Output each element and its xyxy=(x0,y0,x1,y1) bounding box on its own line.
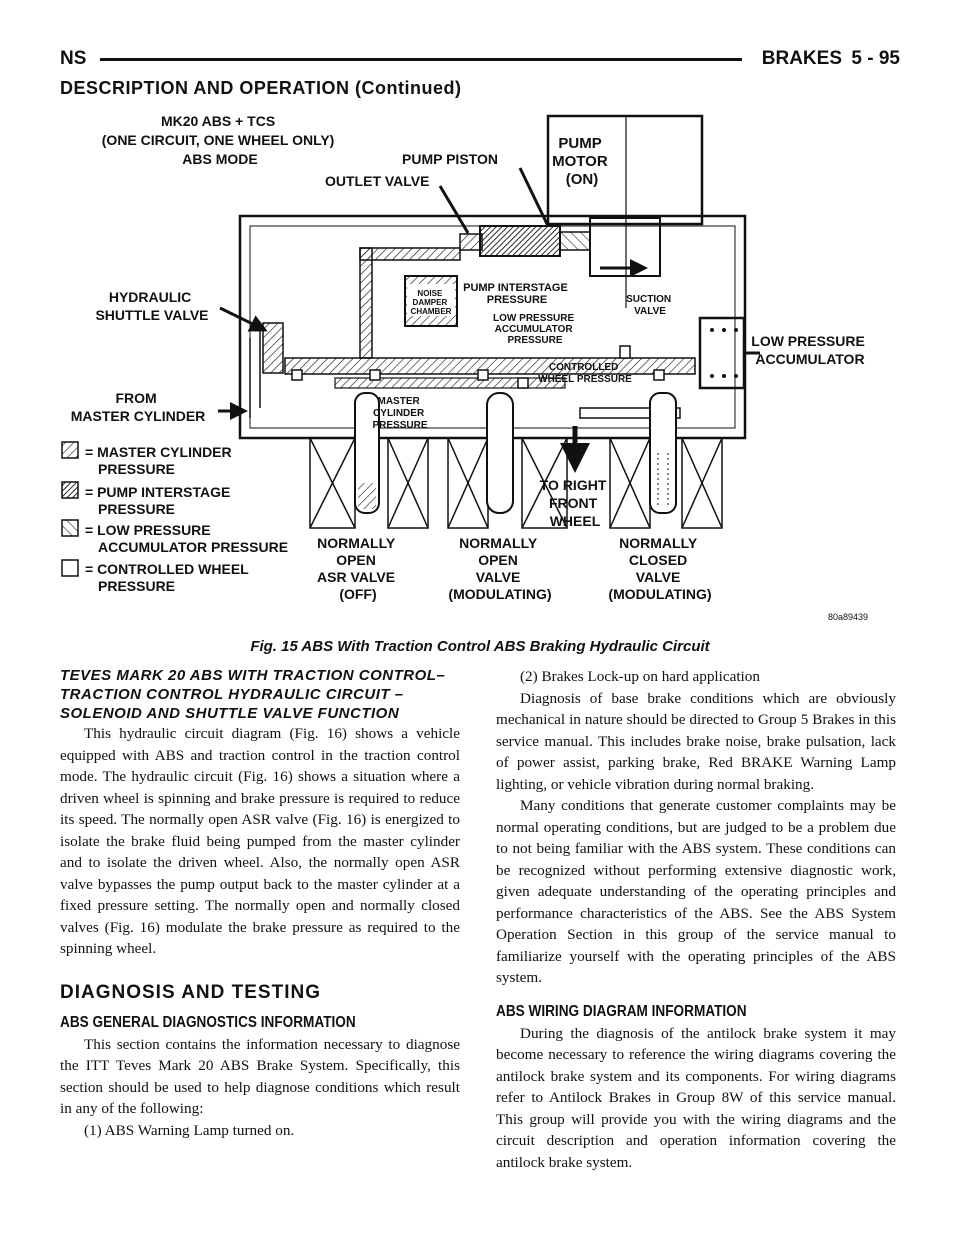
label-to-right-front: FRONT xyxy=(548,495,598,511)
svg-text:FROM MASTER CYLINDER xyxy=(71,390,206,424)
paragraph: During the diagnosis of the antilock brake system it may become necessary to reference the wiring diagrams covering the antilock brake system and its components. For wiring diagrams refer to Antilock Brakes in Group 8W of this service manual. This group will provide you with the wiring diagrams and the circuit description and operation information covering the antilock brake system. xyxy=(496,1024,896,1171)
figure-title-line: (ONE CIRCUIT, ONE WHEEL ONLY) xyxy=(101,132,335,148)
page-header xyxy=(60,48,900,70)
svg-text:NORMALLY CLOSED VALVE xyxy=(608,535,711,602)
label-to-right-front: TO RIGHT xyxy=(539,477,607,493)
label-valve-normally-closed: NORMALLY xyxy=(619,535,697,551)
label-master-cyl-pressure: CYLINDER xyxy=(373,408,425,419)
svg-text:SUCTION VALVE xyxy=(626,294,674,317)
paragraph: This section contains the information necessary to diagnose the ITT Teves Mark 20 ABS Brake System. Specifically, this section should be used to help diagnose conditions which result in any of the following: xyxy=(60,1035,460,1117)
hydraulic-circuit-figure xyxy=(60,108,900,636)
label-hydraulic-shuttle: HYDRAULIC xyxy=(108,289,192,305)
label-valve-normally-closed: (MODULATING) xyxy=(608,586,712,602)
label-controlled-wheel: CONTROLLED xyxy=(548,362,619,373)
figure-title-line: MK20 ABS + TCS xyxy=(160,113,276,129)
circuit-diagram xyxy=(60,108,900,636)
legend-label: PRESSURE xyxy=(98,501,176,517)
svg-text:LOW PRESSURE ACCUMULATOR xyxy=(493,313,577,346)
label-valve-asr: (OFF) xyxy=(339,586,377,602)
legend-label: PRESSURE xyxy=(98,578,176,594)
paragraph: Many conditions that generate customer complaints may be normal operating conditions, but are judged to be a problem due to not being familiar with the ABS system. These conditions can be recognized without performing extensive diagnostic work, given adequate understanding of the operating principles and performance characteristics of the ABS. See the ABS System Operation Section in this group of the service manual to familiarize yourself with the operating principles of the ABS system. xyxy=(496,797,896,986)
label-valve-normally-open: VALVE xyxy=(475,569,521,585)
label-valve-asr: NORMALLY xyxy=(317,535,395,551)
label-suction-valve: VALVE xyxy=(634,306,666,317)
svg-text:TO RIGHT FRONT WHEEL xyxy=(540,477,611,529)
left-column xyxy=(60,666,460,1141)
legend-label: = PUMP INTERSTAGE xyxy=(85,484,231,500)
legend-label: ACCUMULATOR PRESSURE xyxy=(98,539,289,555)
label-master-cyl-pressure: PRESSURE xyxy=(372,420,428,431)
subsection-heading: ABS GENERAL DIAGNOSTICS INFORMATION xyxy=(60,1013,356,1031)
svg-text:NORMALLY OPEN VALVE xyxy=(448,535,551,602)
svg-text:MASTER CYLINDER PRESSU xyxy=(372,396,427,431)
list-item: (1) ABS Warning Lamp turned on. xyxy=(84,1121,295,1139)
right-column xyxy=(496,666,896,1173)
label-noise-damper: NOISE xyxy=(417,289,443,298)
label-hydraulic-shuttle: SHUTTLE VALVE xyxy=(95,307,209,323)
label-from-master: MASTER CYLINDER xyxy=(70,408,206,424)
label-pump-motor: MOTOR xyxy=(552,153,608,170)
label-valve-normally-open: NORMALLY xyxy=(459,535,537,551)
label-to-right-front: WHEEL xyxy=(549,513,601,529)
list-item: (2) Brakes Lock-up on hard application xyxy=(520,668,760,685)
svg-text:NORMALLY OPEN ASR VALV xyxy=(317,535,399,602)
legend-label: = MASTER CYLINDER xyxy=(85,444,232,460)
svg-text:PUMP INTERSTAGE PRESSURE xyxy=(463,282,571,306)
label-pump-interstage: PUMP INTERSTAGE xyxy=(463,282,568,294)
label-lpa-pressure: ACCUMULATOR xyxy=(494,324,573,335)
topic-heading: TEVES MARK 20 ABS WITH TRACTION CONTROL– TRACTION CONTROL HYDRAULIC CIRCUIT – SOLENOID AND SHUTTLE VALVE FUNCTION xyxy=(60,667,446,722)
label-valve-normally-closed: CLOSED xyxy=(628,552,688,568)
header-section: BRAKES xyxy=(761,48,842,69)
label-low-pressure-accumulator: LOW PRESSURE xyxy=(751,333,865,349)
svg-text:LOW PRESSURE ACCUMULATOR xyxy=(751,333,868,367)
label-lpa-pressure: LOW PRESSURE xyxy=(493,313,575,324)
figure-caption: Fig. 15 ABS With Traction Control ABS Braking Hydraulic Circuit xyxy=(250,638,710,655)
label-noise-damper: DAMPER xyxy=(412,298,448,307)
legend-label: PRESSURE xyxy=(98,461,176,477)
legend-swatch-master xyxy=(62,442,78,458)
paragraph: Diagnosis of base brake conditions which are obviously mechanical in nature should be directed to Group 5 Brakes in this service manual. This includes brake noise, brake pulsation, lack of power assist, parking brake, Red BRAKE Warning Lamp lighting, or vehicle vibration during normal braking. xyxy=(496,689,896,793)
svg-text:PUMP MOTOR (ON) xyxy=(552,135,612,188)
svg-text:MK20 ABS + TCS (ONE CIRCUI xyxy=(102,113,338,167)
label-noise-damper: CHAMBER xyxy=(410,307,452,316)
label-controlled-wheel: WHEEL PRESSURE xyxy=(538,374,632,385)
label-master-cyl-pressure: MASTER xyxy=(377,396,420,407)
label-pump-piston: PUMP PISTON xyxy=(402,151,498,167)
label-pump-motor: PUMP xyxy=(558,135,602,152)
label-from-master: FROM xyxy=(115,390,157,406)
figure-title-line: ABS MODE xyxy=(182,151,258,167)
legend-label: = LOW PRESSURE xyxy=(85,522,211,538)
legend-swatch-lpa xyxy=(62,520,78,536)
legend-swatch-interstage xyxy=(62,482,78,498)
label-valve-normally-open: (MODULATING) xyxy=(448,586,552,602)
label-valve-normally-open: OPEN xyxy=(478,552,518,568)
label-low-pressure-accumulator: ACCUMULATOR xyxy=(755,351,865,367)
label-outlet-valve: OUTLET VALVE xyxy=(325,173,430,189)
header-model: NS xyxy=(60,48,87,69)
paragraph: This hydraulic circuit diagram (Fig. 16) shows a vehicle equipped with ABS and traction control in the traction control mode. The hydraulic circuit (Fig. 16) shows a situation where a driven wheel is spinning and brake pressure is required to reduce its speed. The normally open ASR valve (Fig. 16) is energized to isolate the brake fluid being pumped from the master cylinder and to isolate the driven wheel. Also, the normally open ASR valve bypasses the pump output back to the master cylinder at a fixed pressure setting. The normally open and normally closed valves (Fig. 16) modulate the brake pressure as required to the spinning wheel. xyxy=(60,725,460,957)
subsection-heading: ABS WIRING DIAGRAM INFORMATION xyxy=(496,1002,747,1020)
header-rule xyxy=(100,58,742,61)
continued-heading: DESCRIPTION AND OPERATION (Continued) xyxy=(60,78,462,98)
label-pump-interstage: PRESSURE xyxy=(486,294,548,306)
label-valve-asr: OPEN xyxy=(336,552,376,568)
label-pump-motor: (ON) xyxy=(565,171,599,188)
header-page-number: 5 - 95 xyxy=(851,48,900,69)
svg-text:CONTROLLED WHEEL PRESSURE xyxy=(538,362,632,385)
svg-text:= MASTER CYLINDER PRESSURE xyxy=(85,444,292,594)
label-lpa-pressure: PRESSURE xyxy=(507,335,563,346)
label-valve-normally-closed: VALVE xyxy=(635,569,681,585)
section-heading: DIAGNOSIS AND TESTING xyxy=(60,981,321,1003)
legend-label: = CONTROLLED WHEEL xyxy=(85,561,249,577)
legend-swatch-controlled xyxy=(62,560,78,576)
svg-text:HYDRAULIC SHUTTLE VALVE xyxy=(95,289,208,323)
figure-code: 80a89439 xyxy=(828,612,869,622)
label-valve-asr: ASR VALVE xyxy=(317,569,396,585)
label-suction-valve: SUCTION xyxy=(626,294,672,305)
